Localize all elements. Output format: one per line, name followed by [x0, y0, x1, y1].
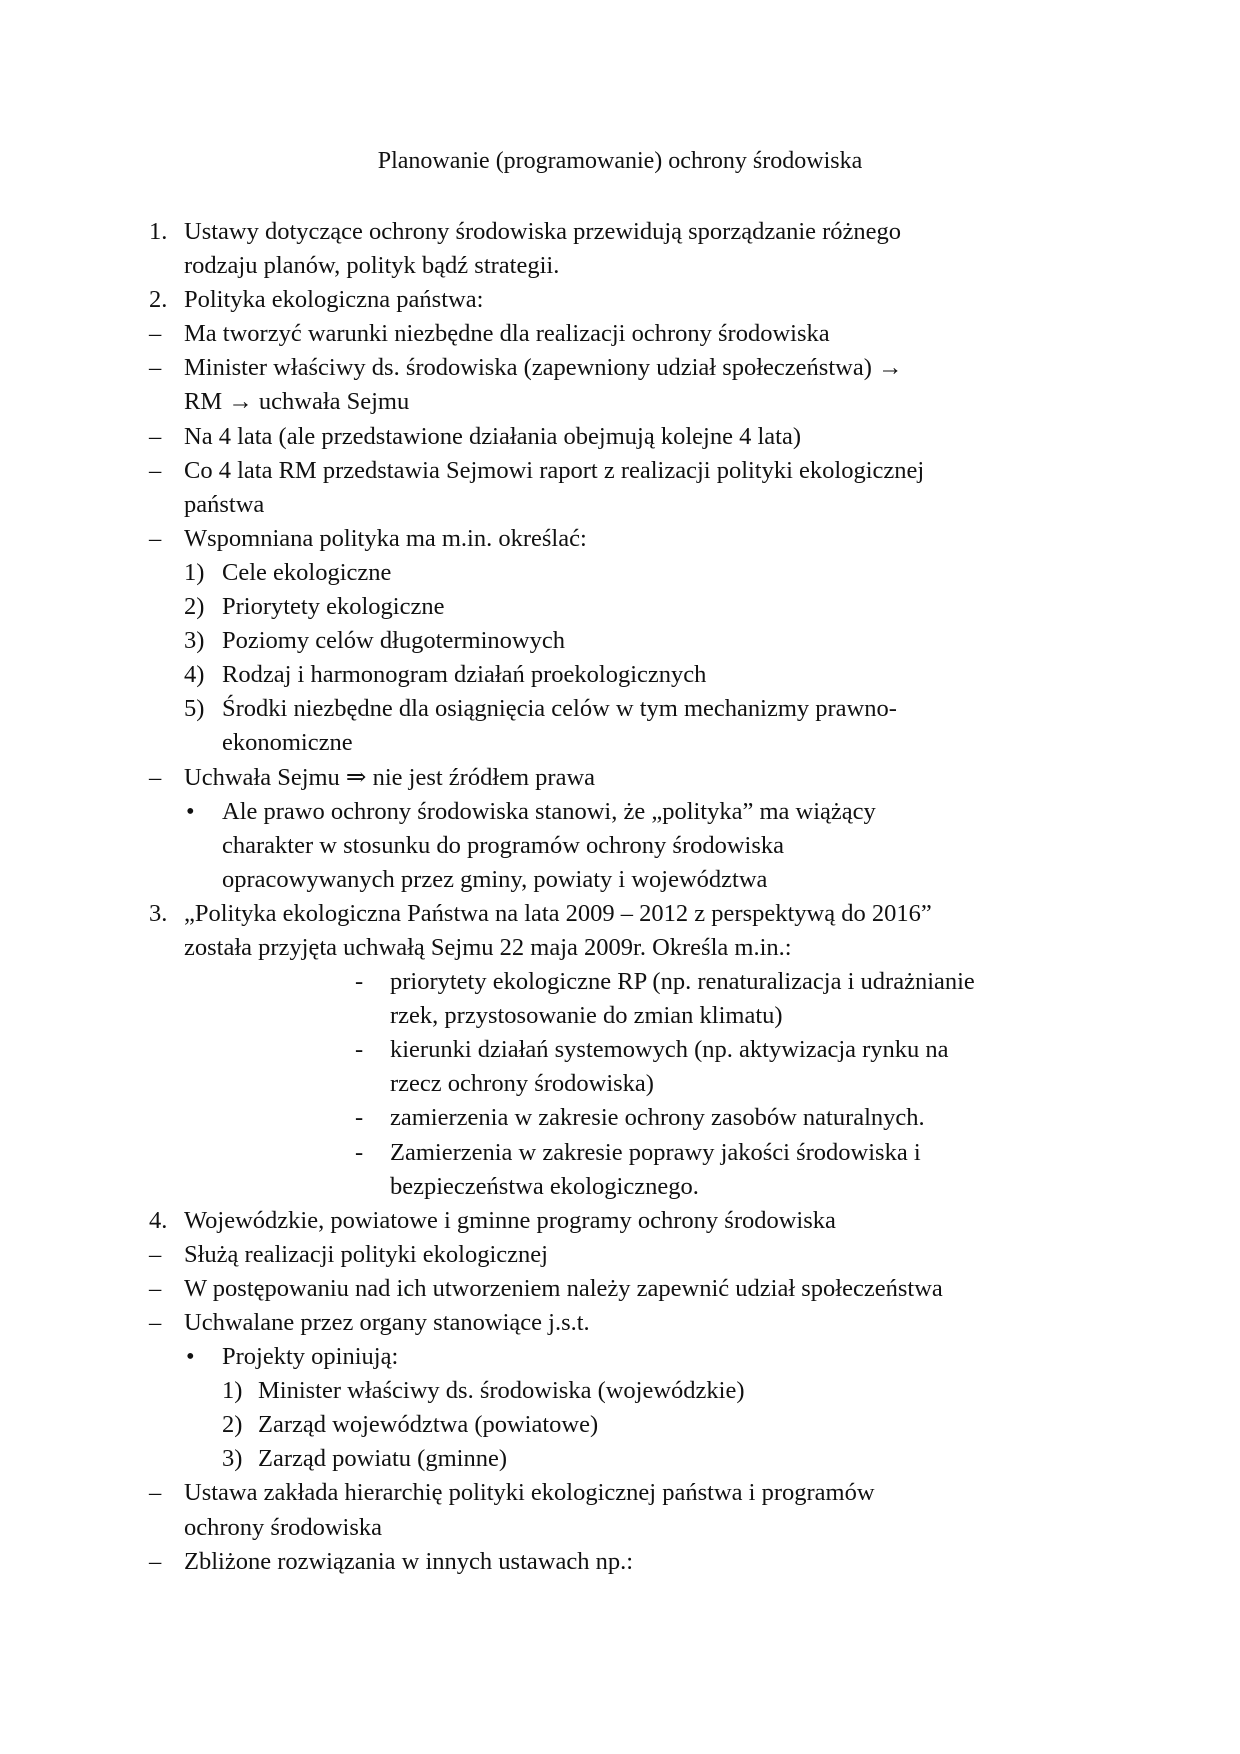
text-line	[0, 761, 1240, 795]
line-text: kierunki działań systemowych (np. aktywizacja rynku na	[390, 1036, 949, 1064]
line-text: bezpieczeństwa ekologicznego.	[390, 1172, 699, 1200]
line-text: Co 4 lata RM przedstawia Sejmowi raport z realizacji polityki ekologicznej	[184, 456, 925, 484]
line-text: państwa	[184, 490, 265, 518]
text-line	[0, 1545, 1240, 1579]
list-marker: –	[149, 354, 162, 382]
line-text: Zamierzenia w zakresie poprawy jakości środowiska i	[390, 1138, 921, 1166]
line-text: zamierzenia w zakresie ochrony zasobów naturalnych.	[390, 1104, 925, 1132]
text-line	[0, 1136, 1240, 1170]
text-line	[0, 795, 1240, 829]
line-text: Poziomy celów długoterminowych	[222, 627, 565, 655]
text-line	[0, 726, 1240, 760]
line-text: Wojewódzkie, powiatowe i gminne programy ochrony środowiska	[184, 1206, 836, 1234]
text-line	[0, 829, 1240, 863]
line-text: Uchwała Sejmu ⇒ nie jest źródłem prawa	[184, 763, 596, 791]
line-text: ekonomiczne	[222, 729, 353, 757]
list-marker: –	[149, 1547, 162, 1575]
text-line	[0, 283, 1240, 317]
text-line	[0, 556, 1240, 590]
list-marker: 2)	[184, 593, 205, 621]
line-text: priorytety ekologiczne RP (np. renaturalizacja i udrażnianie	[390, 968, 975, 996]
line-text: Ustawy dotyczące ochrony środowiska przewidują sporządzanie różnego	[184, 218, 902, 245]
text-line	[0, 488, 1240, 522]
list-marker: –	[149, 1479, 162, 1507]
line-text: Wspomniana polityka ma m.in. określać:	[184, 524, 587, 552]
text-line	[0, 215, 1240, 249]
text-line	[0, 1340, 1240, 1374]
list-marker: 3.	[149, 899, 168, 927]
list-marker: 3)	[184, 627, 205, 655]
text-line	[0, 931, 1240, 965]
line-text: Zarząd powiatu (gminne)	[258, 1445, 507, 1473]
text-line	[0, 1306, 1240, 1340]
list-marker: –	[149, 763, 162, 791]
text-line	[0, 1476, 1240, 1510]
line-text: Polityka ekologiczna państwa:	[184, 286, 484, 314]
line-text: Zarząd województwa (powiatowe)	[258, 1411, 599, 1439]
list-marker: –	[149, 524, 162, 552]
list-marker: 4)	[184, 661, 205, 689]
line-text: rzecz ochrony środowiska)	[390, 1070, 654, 1098]
document-title: Planowanie (programowanie) ochrony środowiska	[377, 148, 863, 174]
text-line	[0, 590, 1240, 624]
text-line	[0, 1204, 1240, 1238]
line-text: Ma tworzyć warunki niezbędne dla realizacji ochrony środowiska	[184, 320, 830, 348]
text-line	[0, 1033, 1240, 1067]
text-line	[0, 965, 1240, 999]
line-text: „Polityka ekologiczna Państwa na lata 2009 – 2012 z perspektywą do 2016”	[184, 899, 932, 927]
line-text: W postępowaniu nad ich utworzeniem należy zapewnić udział społeczeństwa	[184, 1274, 943, 1302]
list-marker: –	[149, 320, 162, 348]
line-text: Uchwalane przez organy stanowiące j.s.t.	[184, 1309, 590, 1336]
line-text: rodzaju planów, polityk bądź strategii.	[184, 252, 560, 280]
line-text: Rodzaj i harmonogram działań proekologicznych	[222, 661, 707, 689]
text-line	[0, 249, 1240, 283]
text-line	[0, 897, 1240, 931]
list-marker: •	[186, 1343, 195, 1371]
line-text: ochrony środowiska	[184, 1513, 383, 1541]
line-text: Środki niezbędne dla osiągnięcia celów w tym mechanizmy prawno-	[222, 695, 897, 723]
text-line	[0, 863, 1240, 897]
text-line	[0, 385, 1240, 419]
text-line	[0, 454, 1240, 488]
text-line	[0, 1067, 1240, 1101]
text-line	[0, 658, 1240, 692]
list-marker: -	[355, 1036, 364, 1064]
line-text: Zbliżone rozwiązania w innych ustawach np.:	[184, 1547, 634, 1575]
list-marker: -	[355, 968, 364, 996]
text-line	[0, 317, 1240, 351]
line-text: została przyjęta uchwałą Sejmu 22 maja 2009r. Określa m.in.:	[184, 933, 792, 961]
list-marker: -	[355, 1138, 364, 1166]
list-marker: 5)	[184, 695, 205, 723]
list-marker: •	[186, 797, 195, 825]
list-marker: 2)	[222, 1411, 243, 1439]
text-line	[0, 1170, 1240, 1204]
line-text: Minister właściwy ds. środowiska (zapewniony udział społeczeństwa) →	[184, 354, 903, 382]
line-text: Służą realizacji polityki ekologicznej	[184, 1240, 548, 1268]
line-text: rzek, przystosowanie do zmian klimatu)	[390, 1002, 783, 1030]
line-text: Na 4 lata (ale przedstawione działania obejmują kolejne 4 lata)	[184, 422, 801, 450]
text-line	[0, 999, 1240, 1033]
line-text: RM → uchwała Sejmu	[184, 388, 410, 416]
text-line	[0, 1374, 1240, 1408]
line-text: opracowywanych przez gminy, powiaty i województwa	[222, 865, 768, 893]
text-line	[0, 522, 1240, 556]
line-text: Projekty opiniują:	[222, 1343, 399, 1371]
list-marker: -	[355, 1104, 364, 1132]
text-line	[0, 1272, 1240, 1306]
list-marker: –	[149, 422, 162, 450]
line-text: Cele ekologiczne	[222, 558, 392, 586]
line-text: Ustawa zakłada hierarchię polityki ekologicznej państwa i programów	[184, 1479, 875, 1507]
text-line	[0, 624, 1240, 658]
text-line	[0, 1408, 1240, 1442]
list-marker: 1)	[184, 558, 205, 586]
list-marker: 1.	[149, 218, 168, 245]
list-marker: –	[149, 1309, 162, 1336]
line-text: Priorytety ekologiczne	[222, 593, 445, 621]
list-marker: –	[149, 1240, 162, 1268]
text-line	[0, 1101, 1240, 1135]
line-text: Ale prawo ochrony środowiska stanowi, że „polityka” ma wiążący	[222, 797, 876, 825]
list-marker: 4.	[149, 1206, 168, 1234]
line-text: Minister właściwy ds. środowiska (wojewódzkie)	[258, 1377, 745, 1405]
list-marker: 1)	[222, 1377, 243, 1405]
text-line	[0, 351, 1240, 385]
text-line	[0, 692, 1240, 726]
list-marker: 2.	[149, 286, 168, 314]
text-line	[0, 1511, 1240, 1545]
document-body	[0, 215, 1240, 1579]
line-text: charakter w stosunku do programów ochrony środowiska	[222, 831, 785, 859]
list-marker: –	[149, 1274, 162, 1302]
list-marker: –	[149, 456, 162, 484]
text-line	[0, 1238, 1240, 1272]
list-marker: 3)	[222, 1445, 243, 1473]
text-line	[0, 420, 1240, 454]
text-line	[0, 1442, 1240, 1476]
